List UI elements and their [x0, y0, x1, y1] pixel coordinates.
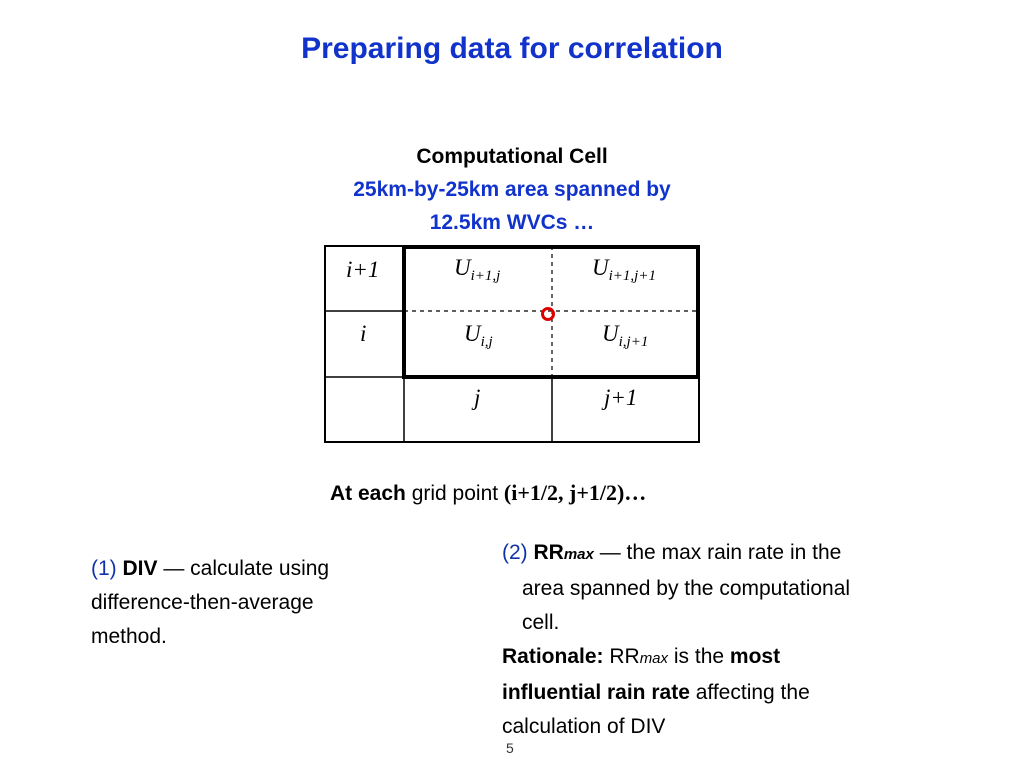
computational-cell-heading — [312, 140, 712, 239]
computational-grid — [324, 245, 700, 443]
rrmax-subscript: max — [563, 546, 594, 563]
rationale-line3: calculation of DIV — [502, 715, 666, 738]
rationale-affecting: affecting the — [689, 681, 810, 704]
div-label: DIV — [116, 557, 158, 580]
col-label-j: j — [474, 385, 481, 410]
rationale-line2 — [502, 676, 922, 710]
rrmax-text — [502, 536, 922, 744]
rationale-most: most — [729, 645, 781, 668]
rrmax-label: RR — [527, 541, 564, 564]
cell-u-i1-j1: $U_{i+1,j+1}$ — [592, 255, 656, 284]
cell-description-line2: 12.5km WVCs … — [429, 211, 595, 234]
rationale-influential: influential rain rate — [502, 681, 690, 704]
each-point-plain: grid point — [405, 482, 504, 505]
rationale-line — [502, 640, 922, 676]
rrmax-line2: area spanned by the computational — [522, 577, 851, 600]
rrmax-line3: cell. — [522, 611, 560, 634]
page-number: 5 — [506, 740, 514, 756]
row-label-i: i — [360, 321, 367, 346]
rrmax-line1 — [502, 536, 922, 572]
each-point-lead: At each — [330, 482, 406, 505]
cell-u-i-j: $U_{i,j}$ — [464, 321, 493, 350]
item-number-1: (1) — [91, 557, 117, 580]
div-method-text — [91, 552, 391, 654]
item-number-2: (2) — [502, 541, 528, 564]
grid-point-statement — [330, 480, 646, 506]
cell-heading-title: Computational Cell — [416, 145, 608, 168]
row-label-i-plus-1: i+1 — [346, 257, 380, 282]
slide-title: Preparing data for correlation — [301, 32, 723, 65]
rationale-rr-subscript: max — [639, 650, 669, 667]
rationale-rr: RR — [603, 645, 640, 668]
grid-point-coordinates: (i+1/2, j+1/2)… — [503, 480, 647, 505]
rrmax-line1-rest: — the max rain rate in the — [593, 541, 842, 564]
grid-point-marker — [541, 307, 555, 321]
col-label-j-plus-1: j+1 — [604, 385, 638, 410]
cell-description-line1: 25km-by-25km area spanned by — [353, 178, 671, 201]
div-description: — calculate using difference-then-average method. — [91, 557, 330, 648]
cell-u-i1-j: $U_{i+1,j}$ — [454, 255, 501, 284]
rationale-label: Rationale: — [502, 645, 604, 668]
cell-u-i-j1: $U_{i,j+1}$ — [602, 321, 649, 350]
rationale-is-the: is the — [668, 645, 730, 668]
